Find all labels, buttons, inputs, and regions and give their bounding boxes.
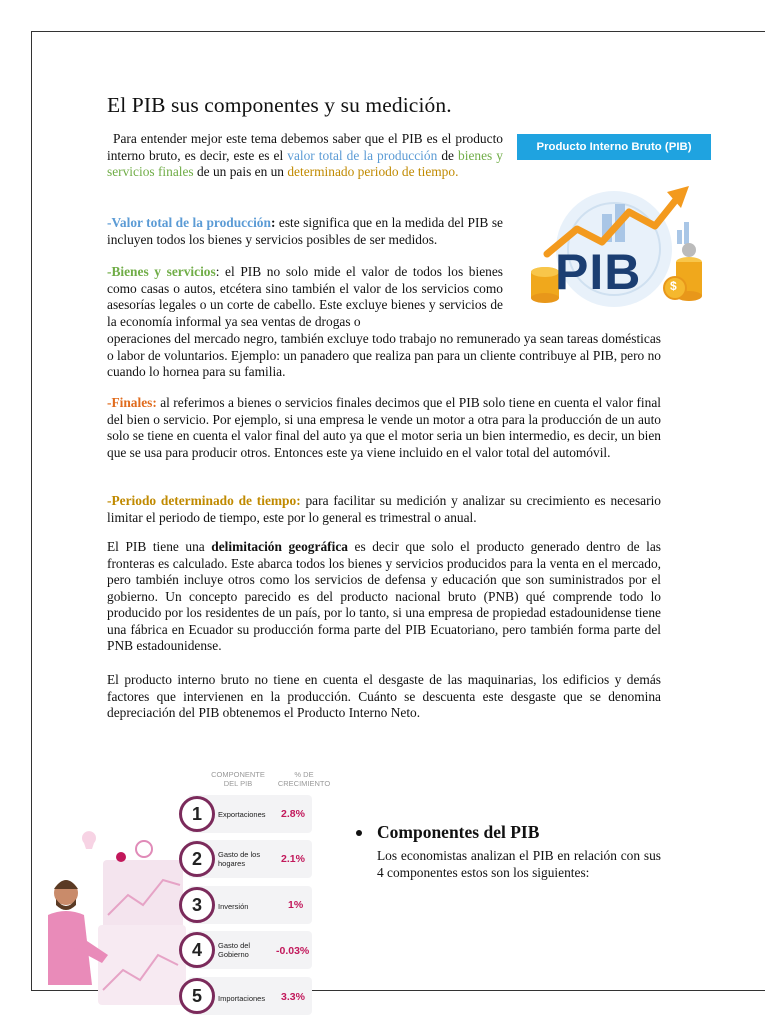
periodo-label: -Periodo determinado de tiempo: (107, 493, 301, 508)
highlight-periodo: determinado periodo de tiempo. (287, 164, 459, 179)
valor-paragraph: -Valor total de la producción: este significa que en la medida del PIB se incluyen todos los bienes y servicios posibles de ser medidos. (107, 215, 503, 247)
components-title: Componentes del PIB (377, 822, 540, 842)
component-label-5: Importaciones (218, 994, 266, 1003)
person-illustration (48, 765, 188, 1024)
bienes-paragraph-top: -Bienes y servicios: el PIB no solo mide el valor de todos los bienes como casas o autos, etcétera sino también el valor de los servicios como asesorías legales o un corte de cabello. Este excluye bienes y servicios de la economía informal ya sea ventas de drogas o (107, 264, 503, 329)
component-label-2: Gasto de los hogares (218, 850, 261, 868)
components-text: Los economistas analizan el PIB en relación con sus 4 componentes estos son los siguientes: (377, 848, 661, 880)
component-number-3: 3 (179, 887, 215, 923)
periodo-paragraph: -Periodo determinado de tiempo: para facilitar su medición y analizar su crecimiento es necesario limitar el periodo de tiempo, este por lo general es trimestral o anual. (107, 493, 662, 525)
pib-coin-symbol: $ (670, 279, 677, 293)
component-pct-3: 1% (288, 899, 304, 911)
component-pct-1: 2.8% (281, 808, 305, 820)
component-pct-5: 3.3% (281, 991, 305, 1003)
pib-banner: Producto Interno Bruto (PIB) (517, 134, 711, 160)
pib-illustration (517, 134, 711, 314)
component-number-4: 4 (179, 932, 215, 968)
geo-paragraph: El PIB tiene una delimitación geográfica es decir que solo el producto generado dentro de las fronteras es calculado. Este abarca todos los bienes y servicios producidos para la venta en el mercado, pero también incluye otros como los servicios de defensa y educación que son suministrados por el gobierno. Un concepto parecido es del producto nacional bruto (PNB) qué comprende todo lo producido por los residentes de un país, por lo tanto, si una empresa de propiedad estadounidense tiene una fábrica en Ecuador su producción forma parte del PIB Ecuatoriano, pero también forma parte del PNB estadounidense. (107, 539, 661, 653)
page-bottom-line-right (320, 990, 765, 991)
component-number-5: 5 (179, 978, 215, 1014)
components-infographic (48, 765, 331, 1024)
finales-paragraph: -Finales: al referimos a bienes o servicios finales decimos que el PIB solo tiene en cuenta el valor final del bien o servicio. Por ejemplo, si una empresa le vende un motor a otra para la producción de un auto solo se tiene en cuenta el valor final del auto ya que el motor seria un bien intermedio, es decir, un bien que se usa para producir otros. Entonces este ya viene incluido en el valor total del automóvil. (107, 395, 661, 460)
component-label-4: Gasto del Gobierno (218, 941, 251, 959)
highlight-valor: valor total de la producción (287, 147, 438, 163)
valor-label: -Valor total de la producción (107, 215, 271, 230)
header-growth: % DE CRECIMIENTO (277, 770, 331, 788)
component-label-1: Exportaciones (218, 810, 266, 819)
pib-big-text: PIB (555, 244, 642, 300)
intro-paragraph: Para entender mejor este tema debemos saber que el PIB es el producto interno bruto, es decir, este es el valor total de la producción de bienes y servicios finales de un pais en un determinado periodo de tiempo. (107, 131, 503, 179)
bullet-dot (356, 830, 362, 836)
finales-label: -Finales: (107, 395, 157, 410)
bienes-label: -Bienes y servicios (107, 264, 216, 279)
component-label-3: Inversión (218, 902, 249, 911)
page-title: El PIB sus componentes y su medición. (107, 93, 452, 117)
component-number-2: 2 (179, 841, 215, 877)
component-pct-4: -0.03% (276, 945, 310, 957)
geo-bold: delimitación geográfica (211, 539, 348, 554)
highlight-bienes: bienes y servicios finales (107, 147, 503, 179)
component-number-1: 1 (179, 796, 215, 832)
neto-paragraph: El producto interno bruto no tiene en cuenta el desgaste de las maquinarias, los edificios y demás factores que intervienen en la producción. Cuánto se descuenta este desgaste que se denomina depreciación del PIB obtenemos el Producto Interno Neto. (107, 672, 661, 720)
header-component: COMPONENTE DEL PIB (211, 770, 265, 788)
bienes-paragraph-bottom: operaciones del mercado negro, también excluye todo trabajo no remunerado ya sean tareas domésticas o labor de voluntarios. Ejemplo: un panadero que realiza pan para un cliente contribuye al PIB, pero no cuando lo hornea para su familia. (107, 331, 661, 379)
component-pct-2: 2.1% (281, 853, 305, 865)
